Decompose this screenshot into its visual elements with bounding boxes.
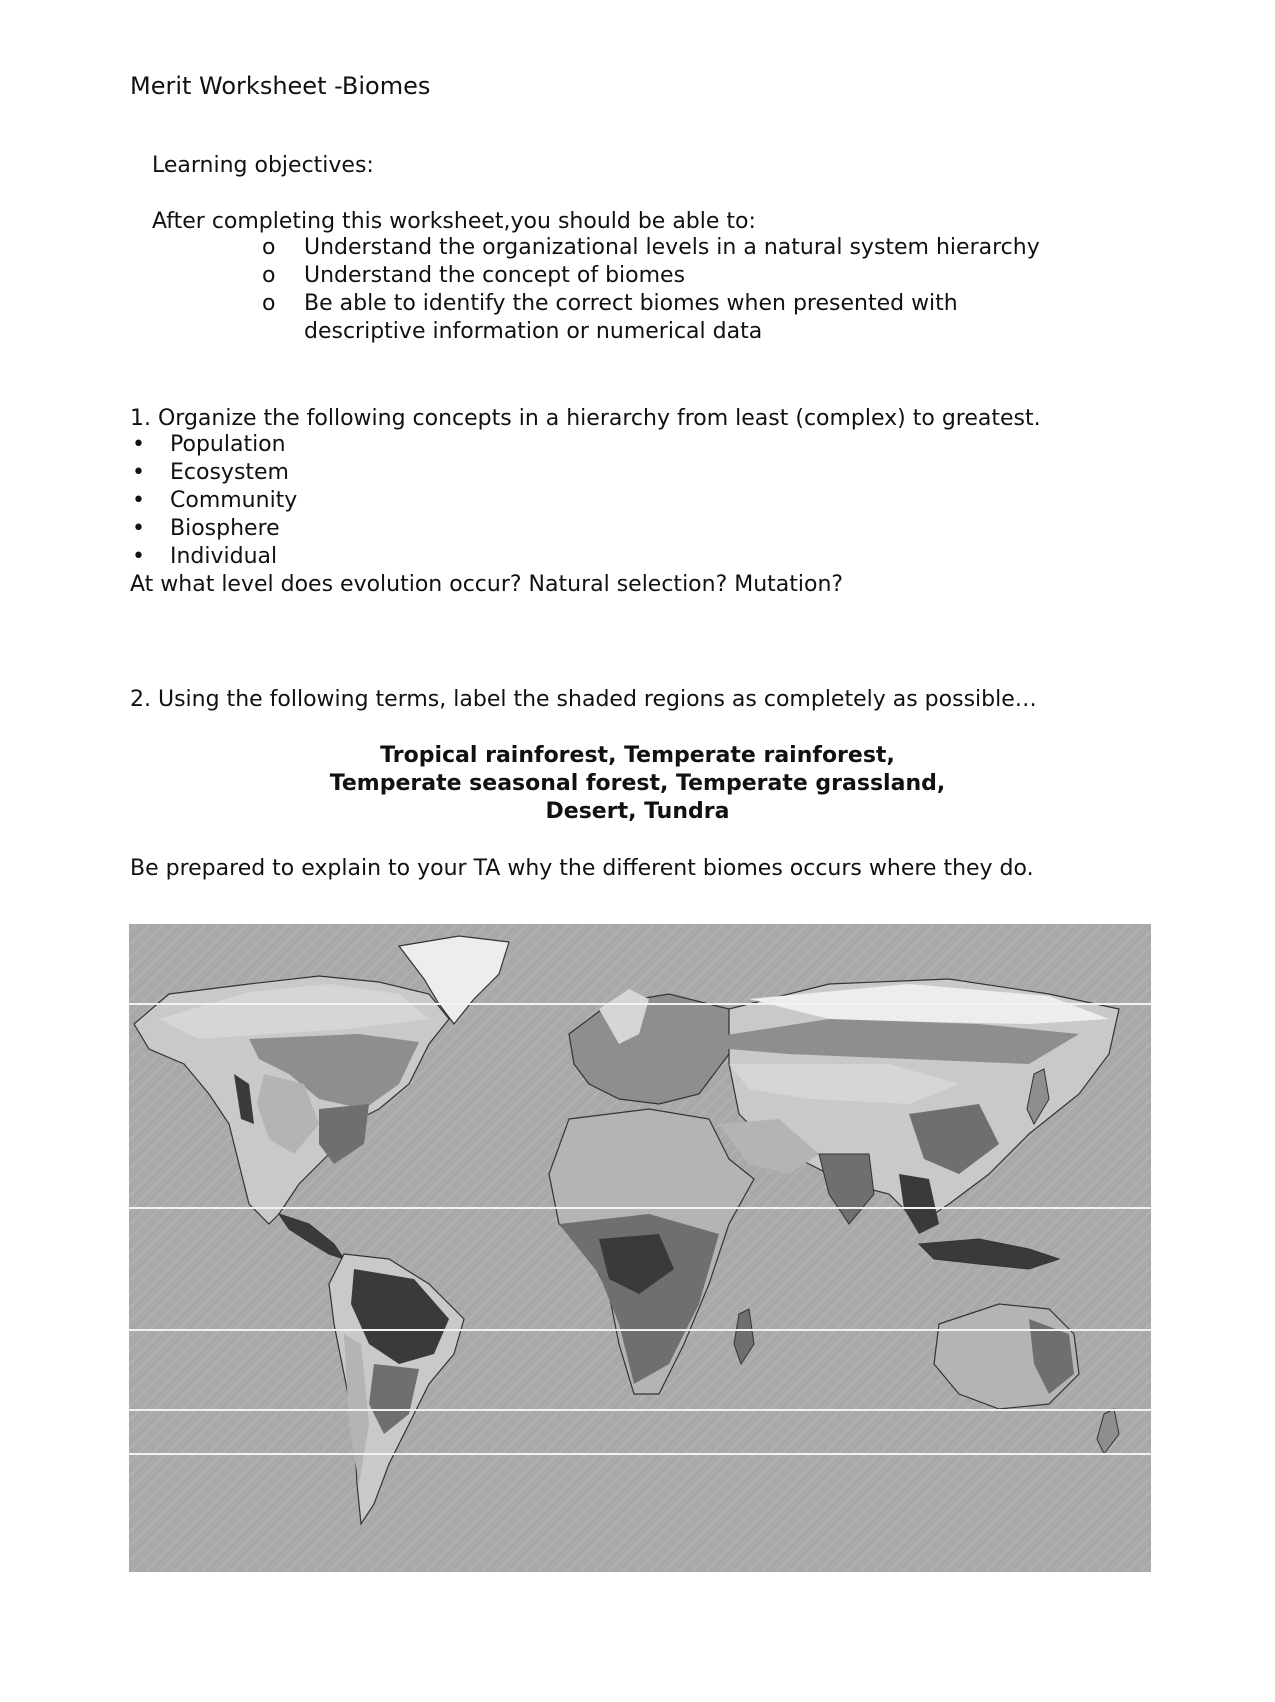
objective-text: Be able to identify the correct biomes when presented with — [304, 291, 958, 316]
concept-item — [130, 543, 277, 571]
objective-item-continuation — [262, 318, 1122, 346]
biome-terms-line: Temperate seasonal forest, Temperate grassland, — [329, 771, 946, 796]
bullet-icon: • — [132, 432, 145, 457]
concept-item — [130, 515, 280, 543]
circle-bullet-icon: o — [262, 291, 276, 316]
objective-text: Understand the organizational levels in a natural system hierarchy — [304, 235, 1040, 260]
objective-text: descriptive information or numerical data — [304, 319, 763, 344]
concept-label: Individual — [170, 544, 278, 569]
circle-bullet-icon: o — [262, 263, 276, 288]
objectives-heading: Learning objectives: — [152, 153, 374, 178]
concept-label: Population — [170, 432, 286, 457]
objective-item — [262, 290, 1122, 318]
concept-label: Community — [170, 488, 298, 513]
circle-bullet-icon: o — [262, 235, 276, 260]
bullet-icon: • — [132, 544, 145, 569]
concept-label: Ecosystem — [170, 460, 289, 485]
question-2-prompt: 2. Using the following terms, label the shaded regions as completely as possible… — [130, 687, 1037, 712]
bullet-icon: • — [132, 516, 145, 541]
objectives-intro: After completing this worksheet,you should be able to: — [152, 209, 756, 234]
concept-item — [130, 459, 289, 487]
objective-item — [262, 234, 1122, 262]
question-1-prompt: 1. Organize the following concepts in a hierarchy from least (complex) to greatest. — [130, 406, 1041, 431]
page-title: Merit Worksheet -Biomes — [130, 72, 431, 100]
question-2-note: Be prepared to explain to your TA why the different biomes occurs where they do. — [130, 856, 1034, 881]
biome-terms-line: Tropical rainforest, Temperate rainforest, — [380, 743, 895, 768]
concept-label: Biosphere — [170, 516, 280, 541]
objective-text: Understand the concept of biomes — [304, 263, 686, 288]
concept-item — [130, 431, 286, 459]
biome-terms-line: Desert, Tundra — [545, 799, 730, 824]
bullet-icon: • — [132, 488, 145, 513]
objective-item — [262, 262, 1122, 290]
concept-item — [130, 487, 297, 515]
question-1-followup: At what level does evolution occur? Natural selection? Mutation? — [130, 572, 844, 597]
bullet-icon: • — [132, 460, 145, 485]
world-biome-map-icon — [129, 924, 1151, 1572]
